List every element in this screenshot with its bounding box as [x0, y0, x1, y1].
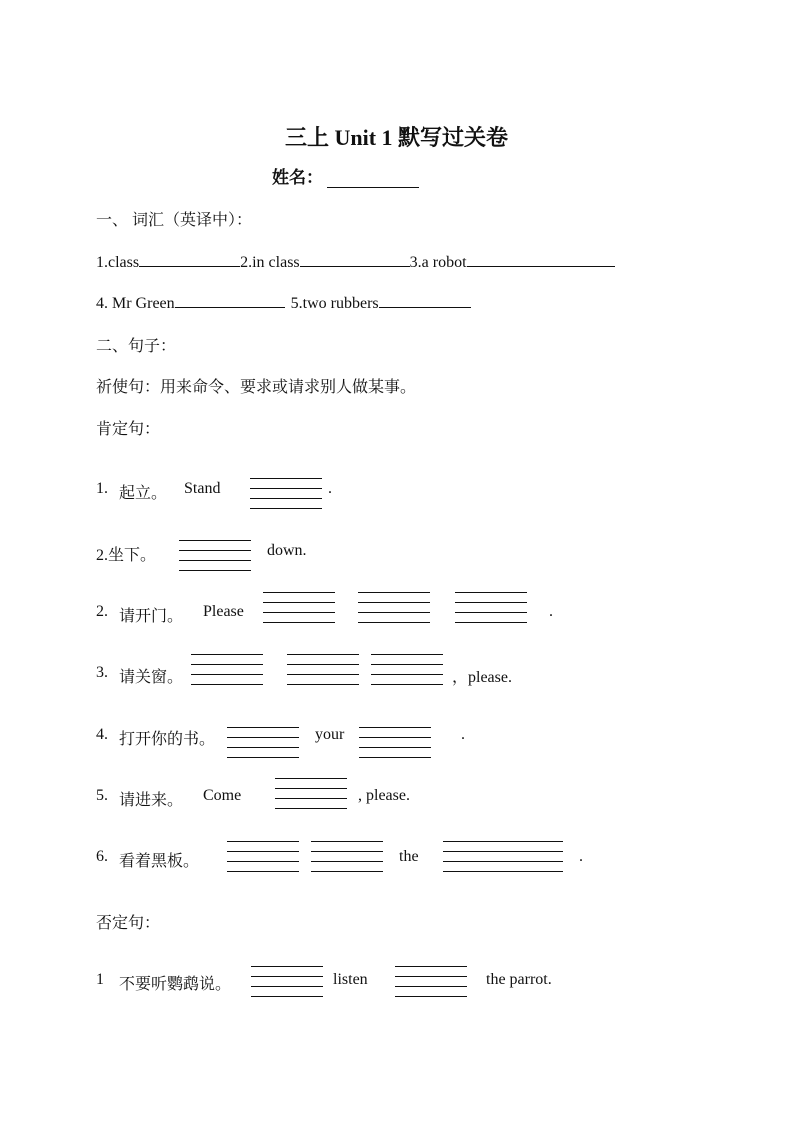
sentence-2-cn: 2.坐下。	[96, 547, 157, 564]
writing-grid[interactable]	[358, 592, 430, 624]
writing-grid[interactable]	[191, 654, 263, 686]
writing-grid[interactable]	[227, 841, 299, 873]
sentence-2-end: down.	[267, 542, 307, 559]
writing-grid[interactable]	[371, 654, 443, 686]
name-label: 姓名：	[272, 168, 323, 187]
sentence-5-mid: your	[315, 726, 345, 743]
sentence-5-cn: 打开你的书。	[119, 731, 216, 748]
writing-grid[interactable]	[250, 478, 322, 510]
vocab-row-2	[96, 292, 471, 313]
sentence-6-en: Come	[203, 787, 242, 804]
sentence-6-cn: 请进来。	[119, 792, 184, 809]
vocab-row-1	[96, 251, 615, 272]
sentence-4-end: ，please.	[452, 669, 512, 686]
sentence-1-en: Stand	[184, 480, 221, 497]
vocab-item-1: 1.class	[96, 254, 140, 271]
sentence-8-cn: 不要听鹦鹉说。	[119, 976, 232, 993]
page-title: 三上 Unit 1 默写过关卷	[284, 125, 509, 150]
sentence-7-num: 6.	[96, 848, 108, 865]
imperative-definition: 祈使句：用来命令、要求或请求别人做某事。	[96, 379, 417, 396]
writing-grid[interactable]	[395, 966, 467, 998]
sentence-3-end: .	[549, 603, 553, 620]
vocab-blank-5[interactable]	[379, 292, 471, 308]
section1-heading: 一、 词汇（英译中）：	[96, 212, 253, 229]
sentence-3-en: Please	[203, 603, 244, 620]
sentence-1-cn: 起立。	[119, 485, 168, 502]
sentence-8-mid: listen	[333, 971, 368, 988]
writing-grid[interactable]	[455, 592, 527, 624]
name-field-label	[272, 163, 419, 188]
vocab-blank-2[interactable]	[300, 251, 410, 267]
sentence-7-mid: the	[399, 848, 419, 865]
sentence-1-end: .	[328, 480, 332, 497]
sentence-6-end: , please.	[358, 787, 410, 804]
writing-grid[interactable]	[251, 966, 323, 998]
affirmative-label: 肯定句：	[96, 421, 161, 438]
writing-grid[interactable]	[227, 727, 299, 759]
writing-grid[interactable]	[275, 778, 347, 810]
writing-grid[interactable]	[311, 841, 383, 873]
sentence-5-end: .	[461, 726, 465, 743]
name-blank[interactable]	[327, 170, 419, 188]
negative-label: 否定句：	[96, 915, 161, 932]
sentence-4-cn: 请关窗。	[119, 669, 184, 686]
sentence-3-cn: 请开门。	[119, 608, 184, 625]
vocab-item-3: 3.a robot	[409, 254, 467, 271]
writing-grid[interactable]	[263, 592, 335, 624]
sentence-8-end: the parrot.	[486, 971, 552, 988]
writing-grid[interactable]	[443, 841, 563, 873]
writing-grid[interactable]	[179, 540, 251, 572]
sentence-6-num: 5.	[96, 787, 108, 804]
sentence-4-num: 3.	[96, 664, 108, 681]
vocab-item-4: 4. Mr Green	[96, 295, 175, 312]
sentence-1-num: 1.	[96, 480, 108, 497]
vocab-blank-4[interactable]	[175, 292, 285, 308]
writing-grid[interactable]	[287, 654, 359, 686]
sentence-8-num: 1	[96, 971, 104, 988]
sentence-5-num: 4.	[96, 726, 108, 743]
writing-grid[interactable]	[359, 727, 431, 759]
vocab-item-2: 2.in class	[240, 254, 300, 271]
vocab-item-5: 5.two rubbers	[290, 295, 379, 312]
sentence-3-num: 2.	[96, 603, 108, 620]
vocab-blank-3[interactable]	[467, 251, 615, 267]
sentence-7-cn: 看着黑板。	[119, 853, 200, 870]
section2-heading: 二、句子：	[96, 338, 177, 355]
vocab-blank-1[interactable]	[139, 251, 240, 267]
sentence-7-end: .	[579, 848, 583, 865]
